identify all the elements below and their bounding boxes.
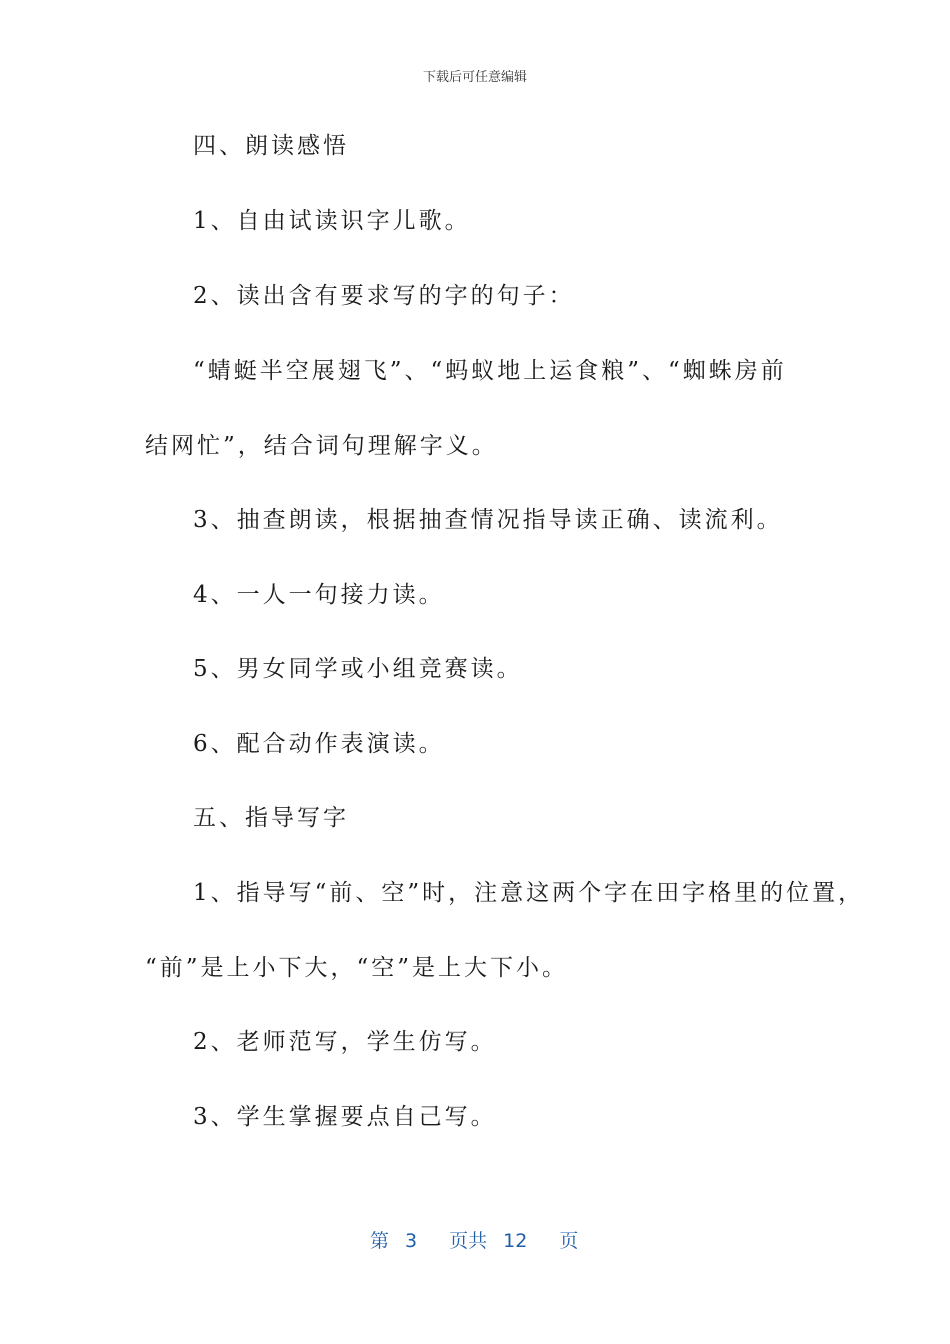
paragraph-line: 1、自由试读识字儿歌。: [193, 208, 471, 234]
paragraph-line: “前”是上小下大，“空”是上大下小。: [145, 955, 569, 981]
page-header: 下载后可任意编辑: [422, 70, 527, 85]
total-pages-number: 12: [503, 1230, 528, 1252]
current-page-number: 3: [405, 1230, 418, 1252]
paragraph-line: 1、指导写“前、空”时，注意这两个字在田字格里的位置，: [193, 880, 865, 906]
paragraph-line: “蜻蜓半空展翅飞”、“蚂蚁地上运食粮”、“蜘蛛房前: [193, 358, 787, 384]
paragraph-line: 2、读出含有要求写的字的句子：: [193, 283, 575, 309]
paragraph-line: 2、老师范写，学生仿写。: [193, 1029, 497, 1055]
footer-suffix: 页: [559, 1230, 579, 1252]
paragraph-line: 3、学生掌握要点自己写。: [193, 1104, 497, 1130]
paragraph-line: 6、配合动作表演读。: [193, 731, 445, 757]
section-heading: 四、朗读感悟: [193, 133, 349, 159]
page-footer: [370, 1226, 578, 1253]
section-heading: 五、指导写字: [193, 805, 349, 831]
footer-prefix: 第: [370, 1230, 390, 1252]
paragraph-line: 结网忙”，结合词句理解字义。: [145, 433, 498, 459]
paragraph-line: 4、一人一句接力读。: [193, 582, 445, 608]
paragraph-line: 3、抽查朗读，根据抽查情况指导读正确、读流利。: [193, 507, 783, 533]
footer-middle: 页共: [449, 1230, 488, 1252]
paragraph-line: 5、男女同学或小组竞赛读。: [193, 656, 523, 682]
